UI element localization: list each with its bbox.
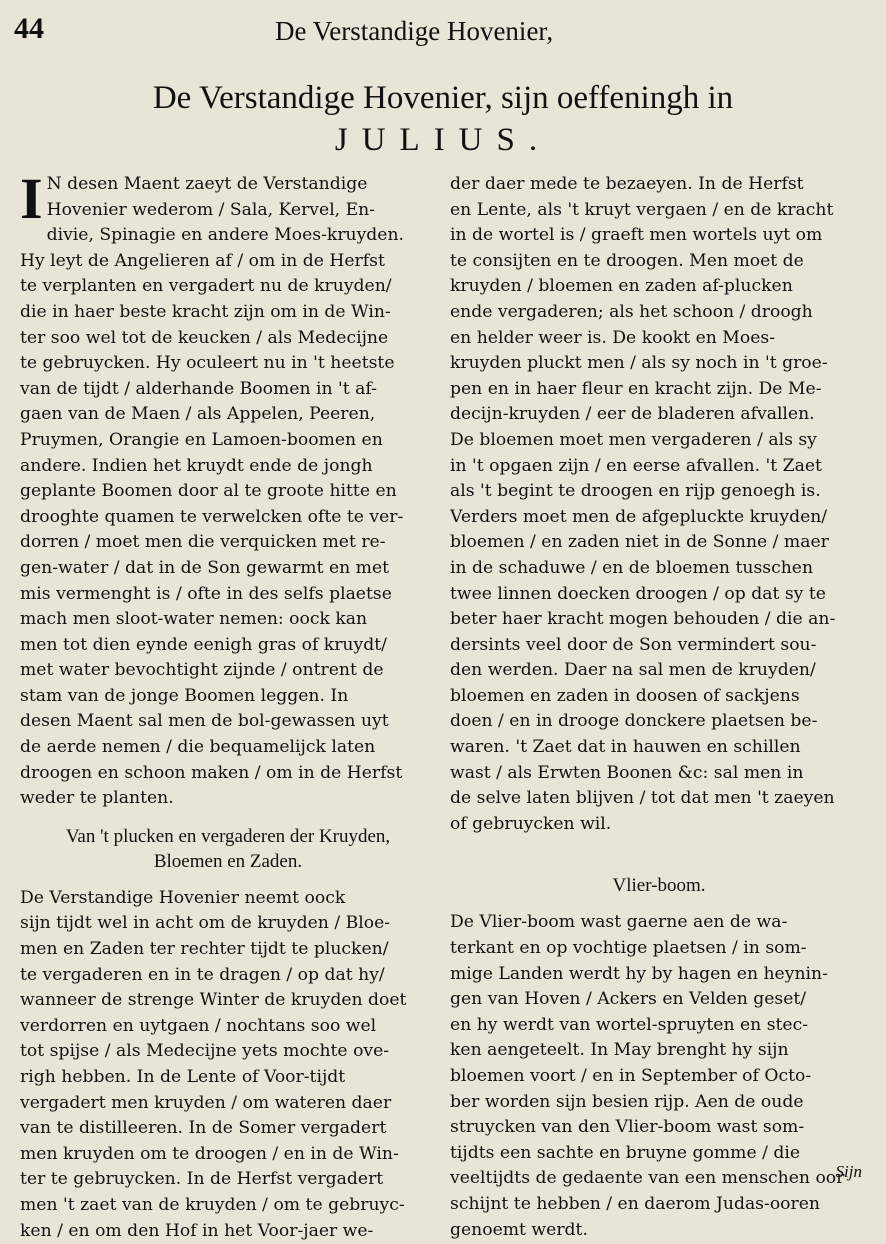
text-line: andere. Indien het kruydt ende de jongh bbox=[20, 455, 373, 476]
text-line: drooghte quamen te verwelcken ofte te ver- bbox=[20, 506, 404, 527]
text-line: te consijten en te droogen. Men moet de bbox=[450, 250, 804, 271]
text-line: ken / en om den Hof in het Voor-jaer we- bbox=[20, 1220, 374, 1241]
text-line: van te distilleeren. In de Somer vergadert bbox=[20, 1118, 387, 1139]
text-line: righ hebben. In de Lente of Voor-tijdt bbox=[20, 1067, 346, 1087]
text-line: de aerde nemen / die bequamelijck laten bbox=[20, 737, 376, 758]
text-line: dersints veel door de Son vermindert sou- bbox=[450, 634, 817, 655]
text-line: en hy werdt van wortel-spruyten en stec- bbox=[450, 1014, 809, 1035]
text-line: als 't begint te droogen en rijp genoegh is. bbox=[450, 481, 821, 502]
text-line: gen van Hoven / Ackers en Velden geset/ bbox=[450, 989, 807, 1010]
text-line: pen en in haer fleur en kracht zijn. De Me- bbox=[450, 378, 822, 399]
text-line: te gebruycken. Hy oculeert nu in 't heetste bbox=[20, 353, 395, 374]
text-line: bloemen voort / en in September of Octo- bbox=[450, 1066, 812, 1086]
text-line: bloemen en zaden in doosen of sackjens bbox=[450, 685, 800, 706]
text-line: sijn tijdt wel in acht om de kruyden / Bloe- bbox=[20, 913, 391, 934]
text-line: wanneer de strenge Winter de kruyden doet bbox=[20, 990, 407, 1011]
text-line: in de wortel is / graeft men wortels uyt om bbox=[450, 225, 823, 246]
section-heading-harvest-sub: Bloemen en Zaden. bbox=[153, 850, 303, 872]
text-line: in 't opgaen zijn / en eerse afvallen. 't Zaet bbox=[450, 455, 822, 476]
text-line: de selve laten blijven / tot dat men 't zaeyen bbox=[450, 788, 835, 809]
text-line: Hy leyt de Angelieren af / om in de Herfst bbox=[20, 250, 385, 271]
section-heading-harvest: Van 't plucken en vergaderen der Kruyden, bbox=[65, 825, 391, 847]
text-line: en Lente, als 't kruyt vergaen / en de kracht bbox=[450, 199, 834, 220]
running-head bbox=[0, 10, 886, 50]
text-line: ber worden sijn besien rijp. Aen de oude bbox=[450, 1091, 804, 1112]
text-line: ken aengeteelt. In May brenght hy sijn bbox=[450, 1040, 789, 1061]
text-line: stam van de jonge Boomen leggen. In bbox=[20, 685, 349, 706]
text-line: men tot dien eynde eenigh gras of kruydt/ bbox=[20, 634, 387, 655]
text-line: geplante Boomen door al te groote hitte en bbox=[20, 481, 397, 502]
chapter-title: De Verstandige Hovenier, sijn oeffeningh in bbox=[152, 80, 734, 116]
text-line: decijn-kruyden / eer de bladeren afvallen. bbox=[450, 404, 815, 425]
text-line: terkant en op vochtige plaetsen / in som- bbox=[450, 938, 807, 959]
text-line: van de tijdt / alderhande Boomen in 't af- bbox=[20, 378, 377, 399]
text-line: tijdts een sachte en bruyne gomme / die bbox=[450, 1142, 801, 1163]
text-line: gen-water / dat in de Son gewarmt en met bbox=[20, 557, 390, 578]
text-line: kruyden pluckt men / als sy noch in 't groe- bbox=[450, 353, 828, 374]
right-column bbox=[450, 172, 868, 1243]
text-line: der daer mede te bezaeyen. In de Herfst bbox=[450, 174, 804, 194]
section-sowing bbox=[20, 166, 436, 812]
text-line: droogen en schoon maken / om in de Herfst bbox=[20, 762, 403, 783]
text-line: desen Maent sal men de bol-gewassen uyt bbox=[20, 711, 389, 732]
text-line: verdorren en uytgaen / nochtans soo wel bbox=[20, 1015, 377, 1036]
text-line: mige Landen werdt hy by hagen en heynin- bbox=[450, 963, 828, 984]
text-line: die in haer beste kracht zijn om in de Win- bbox=[20, 301, 391, 322]
text-line: De Vlier-boom wast gaerne aen de wa- bbox=[450, 912, 788, 933]
text-line: divie, Spinagie en andere Moes-kruyden. bbox=[46, 225, 405, 246]
text-line: met water bevochtight zijnde / ontrent de bbox=[20, 660, 384, 681]
text-line: genoemt werdt. bbox=[450, 1219, 588, 1240]
text-line: doen / en in drooge donckere plaetsen be- bbox=[450, 711, 818, 732]
text-line: vergadert men kruyden / om wateren daer bbox=[20, 1092, 392, 1113]
text-line: waren. 't Zaet dat in hauwen en schillen bbox=[450, 737, 801, 758]
text-line: wast / als Erwten Boonen &c: sal men in bbox=[450, 762, 804, 783]
text-line: N desen Maent zaeyt de Verstandige bbox=[46, 174, 368, 194]
text-line: mis vermenght is / ofte in des selfs plaetse bbox=[20, 583, 392, 604]
text-line: in de schaduwe / en de bloemen tusschen bbox=[450, 557, 814, 578]
text-line: veeltijdts de gedaente van een menschen oor bbox=[450, 1168, 845, 1189]
text-line: Pruymen, Orangie en Lamoen-boomen en bbox=[20, 429, 383, 450]
text-line: Hovenier wederom / Sala, Kervel, En- bbox=[46, 199, 376, 220]
chapter-month: JULIUS. bbox=[334, 122, 552, 158]
paragraph-elder bbox=[450, 910, 868, 1243]
text-line: De bloemen moet men vergaderen / als sy bbox=[450, 429, 817, 450]
text-line: weder te planten. bbox=[20, 788, 174, 809]
text-line: struycken van den Vlier-boom wast som- bbox=[450, 1117, 805, 1138]
text-line: Verders moet men de afgepluckte kruyden/ bbox=[450, 506, 828, 527]
text-line: men 't zaet van de kruyden / om te gebruyc- bbox=[20, 1194, 405, 1215]
text-line: mach men sloot-water nemen: oock kan bbox=[20, 609, 368, 630]
text-line: den werden. Daer na sal men de kruyden/ bbox=[450, 660, 816, 681]
text-line: tot spijse / als Medecijne yets mochte ove- bbox=[20, 1041, 390, 1062]
paragraph-harvest-continued bbox=[450, 172, 868, 837]
page-number: 44 bbox=[14, 12, 44, 45]
text-line: men kruyden om te droogen / en in de Win- bbox=[20, 1143, 399, 1164]
text-line: en helder weer is. De kookt en Moes- bbox=[450, 327, 776, 348]
text-line: te verplanten en vergadert nu de kruyden/ bbox=[20, 276, 392, 297]
paragraph-harvest bbox=[20, 886, 436, 1244]
catchword: Sijn bbox=[835, 1162, 862, 1181]
text-line: men en Zaden ter rechter tijdt te plucken/ bbox=[20, 939, 389, 960]
running-title: De Verstandige Hovenier, bbox=[275, 16, 554, 46]
left-column bbox=[20, 166, 436, 1244]
section-heading-elder: Vlier-boom. bbox=[612, 875, 706, 897]
text-line: twee linnen doecken droogen / op dat sy te bbox=[450, 583, 826, 604]
text-line: dorren / moet men die verquicken met re- bbox=[20, 532, 386, 553]
text-line: schijnt te hebben / en daerom Judas-ooren bbox=[450, 1193, 820, 1214]
text-line: ende vergaderen; als het schoon / droogh bbox=[450, 301, 813, 322]
text-line: De Verstandige Hovenier neemt oock bbox=[20, 887, 346, 908]
text-line: beter haer kracht mogen behouden / die an- bbox=[450, 609, 836, 630]
text-line: kruyden / bloemen en zaden af-plucken bbox=[450, 276, 793, 297]
drop-cap: I bbox=[20, 166, 43, 231]
text-line: te vergaderen en in te dragen / op dat hy/ bbox=[20, 964, 385, 985]
text-line: ter te gebruycken. In de Herfst vergadert bbox=[20, 1169, 384, 1190]
text-line: of gebruycken wil. bbox=[450, 813, 612, 834]
text-line: ter soo wel tot de keucken / als Medecijne bbox=[20, 327, 389, 348]
text-line: bloemen / en zaden niet in de Sonne / maer bbox=[450, 532, 829, 553]
paragraph-sowing bbox=[20, 166, 436, 812]
text-line: gaen van de Maen / als Appelen, Peeren, bbox=[20, 404, 376, 425]
